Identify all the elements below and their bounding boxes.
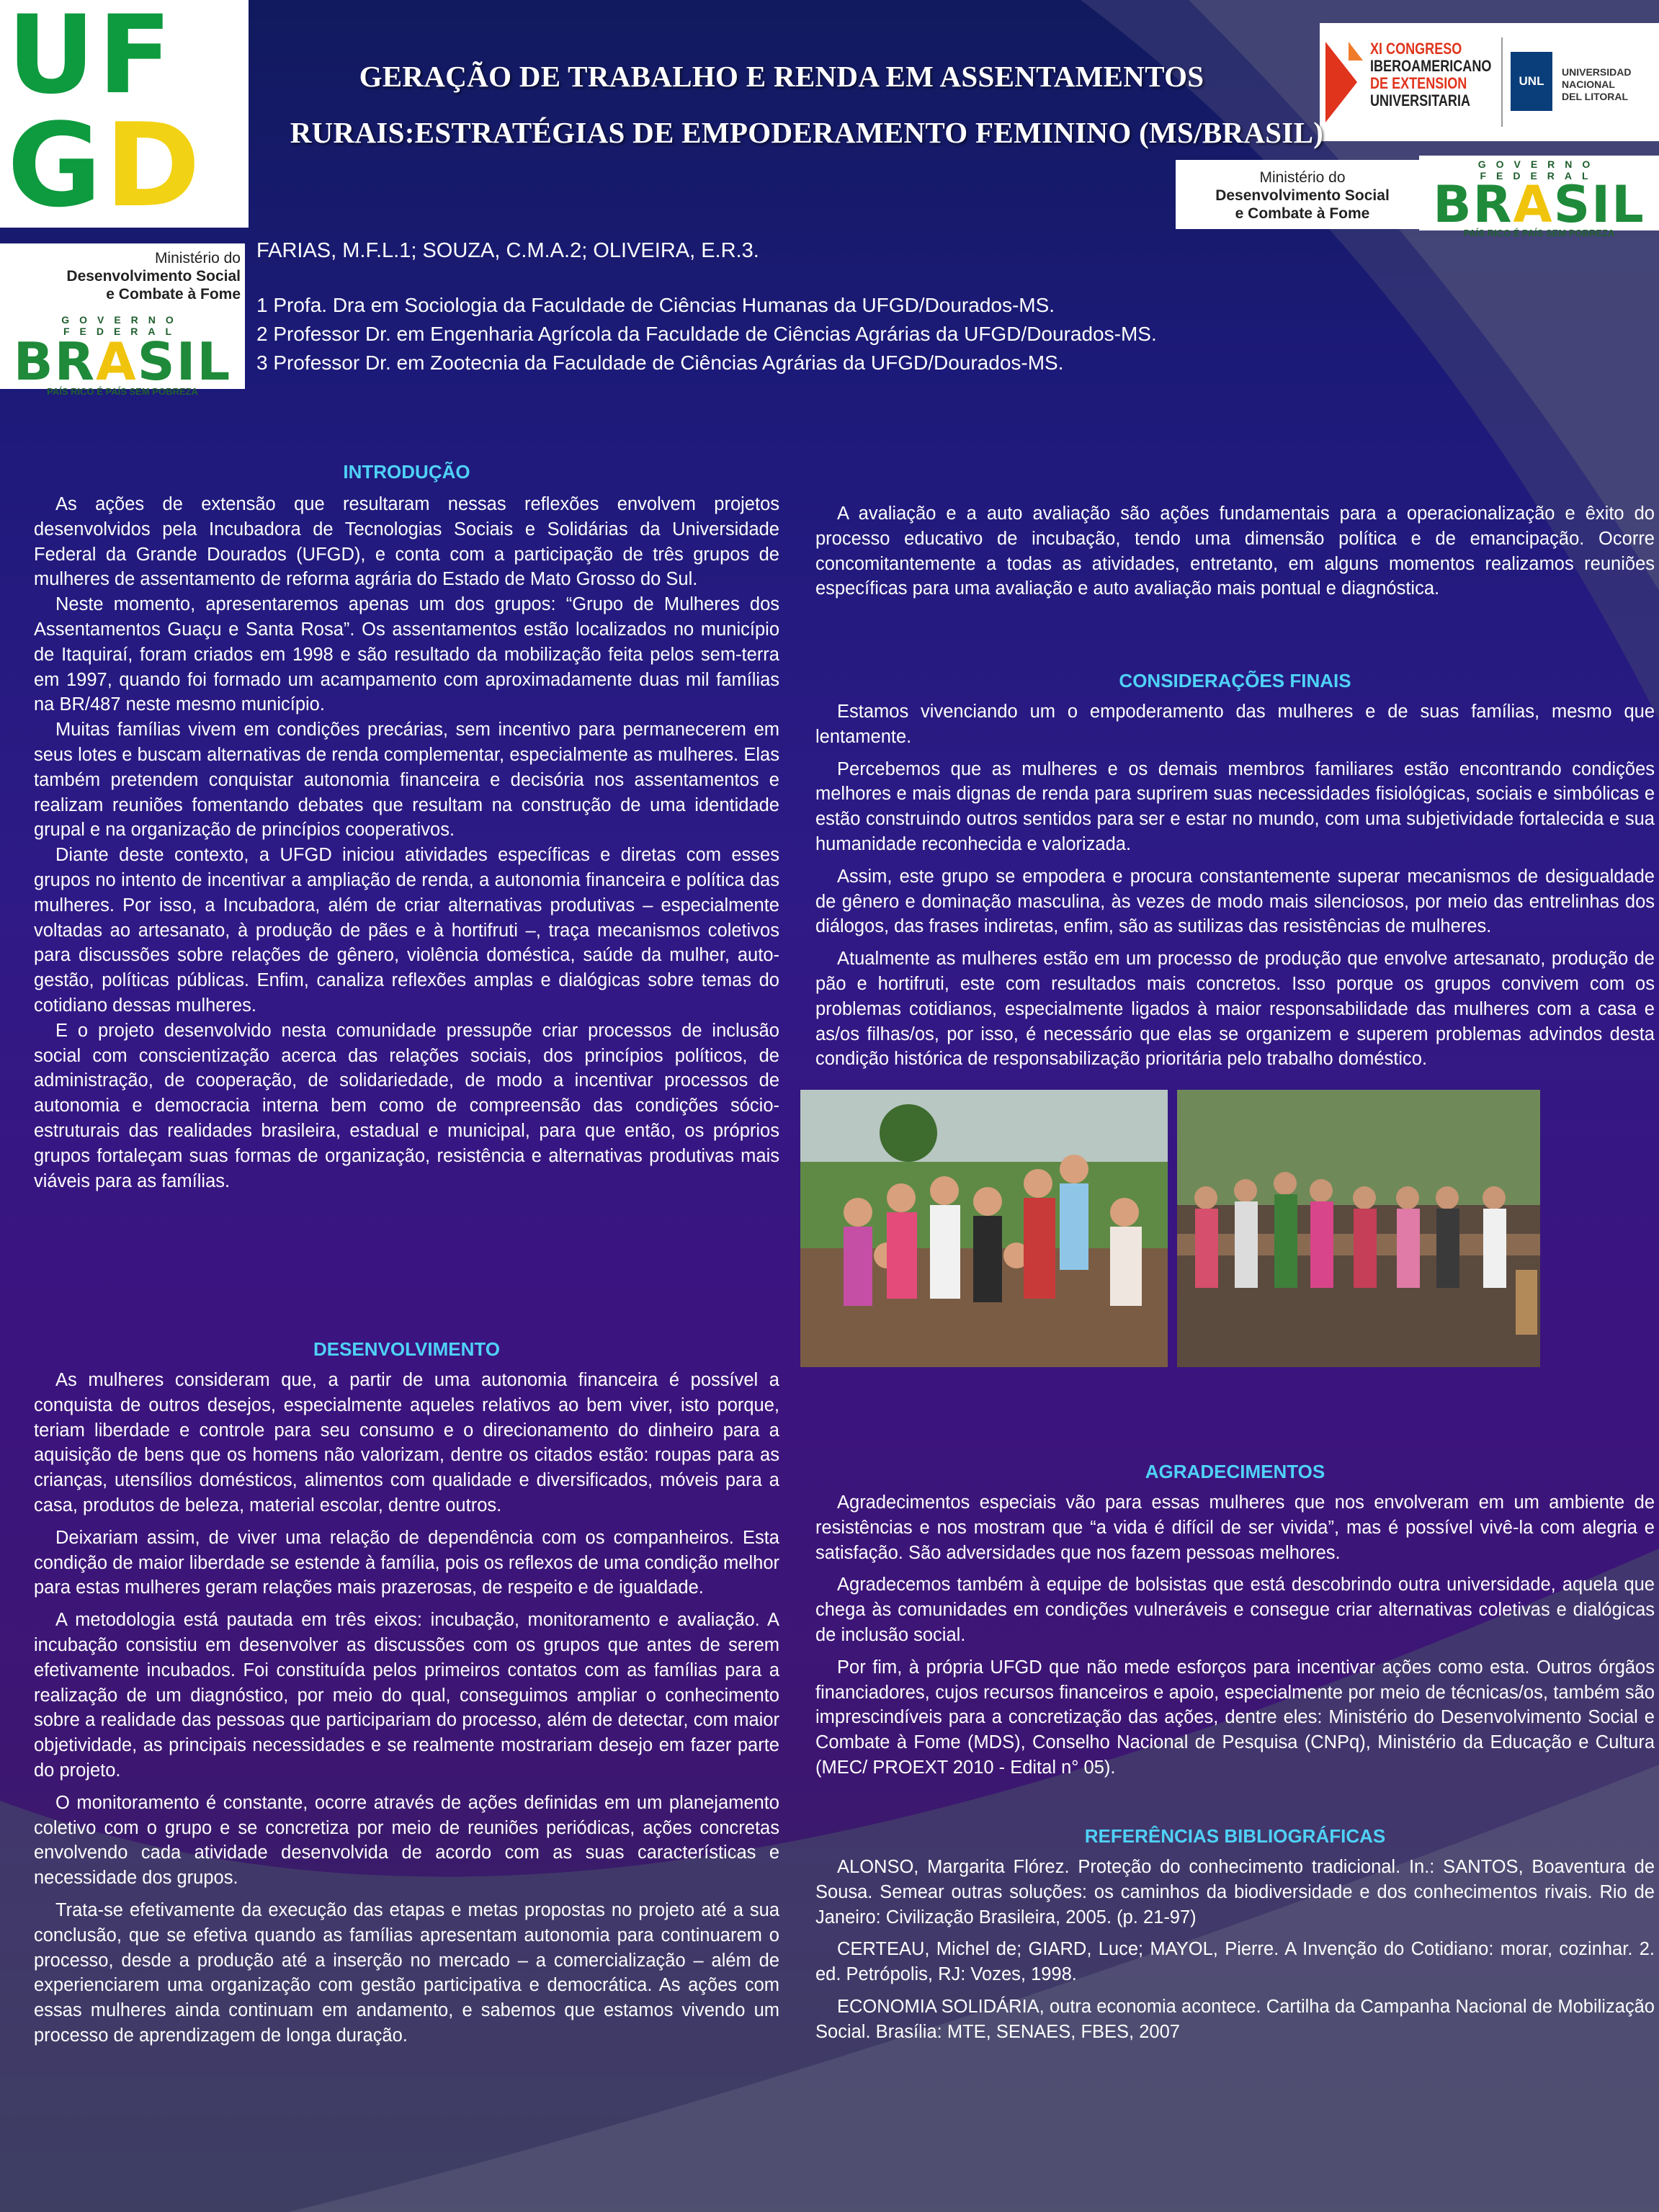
group-photo-1-image [800, 1090, 1168, 1367]
referencias-section [815, 1825, 1655, 2045]
consideracoes-paragraph: Atualmente as mulheres estão em um processo de produção que envolve artesanato, produção de pão e hortifruti, este com resultados mais concretos. Isso porque os grupos convivem com os problemas cotidianos, especialmente ligados à maior responsabilidade das mulheres com a casa e as/os filhas/os, por isso, é necessário que elas se organizem e superem problemas advindos desta condição histórica de responsabilização prioritária pelo trabalho doméstico. [815, 949, 1655, 1070]
desenvolvimento-heading: DESENVOLVIMENTO [313, 1338, 501, 1360]
consideracoes-paragraph: Percebemos que as mulheres e os demais membros familiares estão encontrando condições melhores e mais dignas de renda para suprirem suas necessidades fisiológicas, sociais e simbólicas e estão construindo outros sentidos para ser e estar no mundo, com uma subjetividade fortalecida e sua humanidade reconhecida e valorizada. [815, 758, 1655, 854]
ministerio-line-2: Desenvolvimento Social [66, 268, 241, 285]
logo-divider [1501, 37, 1503, 127]
ufgd-logo-letter-f: F [97, 0, 175, 118]
affiliation-3: 3 Professor Dr. em Zootecnia da Faculdade de Ciências Agrárias da UFGD/Dourados-MS. [256, 351, 1064, 374]
introducao-paragraph: Neste momento, apresentaremos apenas um dos grupos: “Grupo de Mulheres dos Assentamentos Guaçu e Santa Rosa”. Os assentamentos estão localizados no município de Itaquiraí, foram criados em 1998 e são resultado da mobilização feita pelos sem-terra em 1997, quando foi formado um acampamento com aproximadamente duas mil famílias na BR/487 neste mesmo município. [34, 594, 779, 715]
governo-federal-logo-right: GOVERNO FEDERAL BRASIL PAÍS RICO É PAÍS SEM POBREZA [1419, 156, 1659, 230]
agradecimentos-heading: AGRADECIMENTOS [1145, 1461, 1325, 1482]
desenvolvimento-paragraph: A metodologia está pautada em três eixos: incubação, monitoramento e avaliação. A incubação consistiu em desenvolver as discussões com os grupos que antes de serem efetivamente incubados. Foi constituída pelos primeiros contatos com as famílias para a realização de um diagnóstico, por meio do qual, conseguimos ampliar o conhecimento sobre a realidade das pessoas que participariam do processo, além de detectar, com maior objetividade, as principais necessidades e se realmente mostrariam desejo em fazer parte do projeto. [34, 1610, 779, 1781]
congreso-mark-icon [1320, 39, 1364, 125]
introducao-paragraph: Diante deste contexto, a UFGD iniciou atividades específicas e diretas com esses grupos no intento de incentivar a ampliação de renda, a autonomia financeira e política das mulheres. Por isso, a Incubadora, além de criar alternativas produtivas – especialmente voltadas ao artesanato, à produção de pães e à hortifruti –, traça mecanismos coletivos para discussões sobre relações de gênero, violência doméstica, saúde da mulher, auto-gestão, políticas públicas. Enfim, canaliza reflexões amplas e dialógicas sobre temas do cotidiano dessas mulheres. [34, 845, 779, 1016]
poster-title-line-2: RURAIS:ESTRATÉGIAS DE EMPODERAMENTO FEMININO (MS/BRASIL) [290, 116, 1324, 149]
ufgd-logo [0, 0, 249, 233]
introducao-paragraph: Muitas famílias vivem em condições precárias, sem incentivo para permanecerem em seus lotes e buscam alternativas de renda complementar, especialmente as mulheres. Elas também pretendem conquistar autonomia financeira e decisória nos assentamentos e realizam reuniões fomentando debates que resultam na construção de uma identidade grupal e na organização de princípios cooperativos. [34, 720, 779, 841]
introducao-paragraph: As ações de extensão que resultaram nessas reflexões envolvem projetos desenvolvidos pela Incubadora de Tecnologias Sociais e Solidárias da Universidade Federal da Grande Dourados (UFGD), e conta com a participação de três grupos de mulheres de assentamento de reforma agrária do Estado de Mato Grosso do Sul. [34, 494, 779, 590]
group-photo-2-image [1177, 1090, 1540, 1367]
referencia-item: ECONOMIA SOLIDÁRIA, outra economia acontece. Cartilha da Campanha Nacional de Mobilização Social. Brasília: MTE, SENAES, FBES, 2007 [815, 1996, 1655, 2042]
unl-logo: UNL [1511, 52, 1552, 111]
ministerio-logo-left [0, 243, 245, 315]
desenvolvimento-section [34, 1338, 779, 2048]
brasil-tagline: PAÍS RICO É PAÍS SEM POBREZA [47, 386, 198, 397]
desenvolvimento-paragraph: Trata-se efetivamente da execução das etapas e metas propostas no projeto até a sua conclusão, que se efetiva quando as famílias apresentam autonomia para continuarem o processo, desde a produção até a inserção no mercado – a comercialização – além de experienciarem uma organização com gestão participativa e democrática. As ações com essas mulheres ainda continuam em andamento, e sabemos que estamos vivendo um processo de aprendizagem de longa duração. [34, 1899, 779, 2046]
desenvolvimento-paragraph: As mulheres consideram que, a partir de uma autonomia financeira é possível a conquista de outros desejos, especialmente aqueles relativos ao bem viver, isto porque, teriam liberdade e controle para seu consumo e o direcionamento do dinheiro para a aquisição de bens que os homens não valorizam, dentre os citados estão: roupas para as crianças, utensílios domésticos, alimentos com qualidade e diversificados, móveis para a casa, produtos de beleza, material escolar, dentre outros. [34, 1370, 779, 1515]
poster-title-line-1: GERAÇÃO DE TRABALHO E RENDA EM ASSENTAMENTOS [359, 60, 1204, 93]
affiliation-1: 1 Profa. Dra em Sociologia da Faculdade de Ciências Humanas da UFGD/Dourados-MS. [256, 294, 1055, 316]
desenvolvimento-paragraph: Deixariam assim, de viver uma relação de dependência com os companheiros. Esta condição de maior liberdade se estende à família, pois os reflexos de uma condição melhor para estas mulheres geram relações mais prazerosas, de respeito e de igualdade. [34, 1527, 779, 1598]
agradecimentos-paragraph: Por fim, à própria UFGD que não mede esforços para incentivar ações como esta. Outros órgãos financiadores, cujos recursos financeiros e apoio, especialmente por meio de técnicas/os, também são imprescindíveis para a concretização das ações, dentre eles: Ministério do Desenvolvimento Social e Combate à Fome (MDS), Conselho Nacional de Pesquisa (CNPq), Ministério da Educação e Cultura (MEC/ PROEXT 2010 - Edital n° 05). [815, 1657, 1655, 1778]
introducao-paragraph: E o projeto desenvolvido nesta comunidade pressupõe criar processos de inclusão social com conscientização acerca das relações sociais, dos princípios políticos, de administração, de cooperação, de solidariedade, de modo a incentivar processos de autonomia e democracia interna bem como de compreensão das condições sócio-estruturais das realidades brasileira, estadual e municipal, para que então, os próprios grupos fortaleçam suas formas de organização, resistência e alternativas produtivas mais viáveis para as famílias. [34, 1020, 779, 1191]
authors: FARIAS, M.F.L.1; SOUZA, C.M.A.2; OLIVEIRA, E.R.3. [256, 239, 759, 262]
group-photo-1 [800, 1090, 1168, 1367]
introducao-heading: INTRODUÇÃO [343, 461, 470, 483]
congreso-text: XI CONGRESO IBEROAMERICANO DE EXTENSION UNIVERSITARIA [1370, 40, 1492, 109]
unl-name: UNIVERSIDAD NACIONAL DEL LITORAL [1562, 66, 1632, 102]
agradecimentos-section [815, 1461, 1655, 1781]
referencias-heading: REFERÊNCIAS BIBLIOGRÁFICAS [1084, 1825, 1386, 1847]
referencia-item: ALONSO, Margarita Flórez. Proteção do conhecimento tradicional. In.: SANTOS, Boaventura de Sousa. Semear outras soluções: os caminhos da biodiversidade e dos conhecimentos rivais. Rio de Janeiro: Civilização Brasileira, 2005. (p. 21-97) [815, 1857, 1655, 1927]
ufgd-logo-letter-d: D [104, 98, 204, 233]
ministerio-logo-right: Ministério do Desenvolvimento Social e Combate à Fome [1176, 160, 1429, 229]
desenvolvimento-paragraph: O monitoramento é constante, ocorre através de ações definidas em um planejamento coletivo com o grupo e se concretiza por meio de reuniões periódicas, ações concretas envolvendo cada atividade desenvolvida de acordo com as suas características e necessidade dos grupos. [34, 1792, 779, 1889]
brasil-wordmark: BRASIL [13, 331, 232, 392]
referencia-item: CERTEAU, Michel de; GIARD, Luce; MAYOL, Pierre. A Invenção do Cotidiano: morar, cozinhar. 2. ed. Petrópolis, RJ: Vozes, 1998. [815, 1939, 1655, 1985]
ufgd-logo-letter-u: U [7, 0, 98, 118]
ministerio-line-1: Ministério do [154, 250, 241, 267]
agradecimentos-paragraph: Agradecemos também à equipe de bolsistas que está descobrindo outra universidade, aquela que chega às comunidades em condições vulneráveis e consegue criar alternativas coletivas e dialógicas de inclusão social. [815, 1575, 1655, 1645]
avaliacao-section [815, 501, 1655, 601]
avaliacao-paragraph: A avaliação e a auto avaliação são ações fundamentais para a operacionalização e êxito do processo educativo de incubação, tendo uma dimensão política e de emancipação. Ocorre concomitantemente a todas as atividades, entretanto, em alguns momentos realizamos reuniões específicas para uma avaliação e auto avaliação mais pontual e diagnóstica. [815, 503, 1655, 599]
group-photo-2 [1177, 1090, 1540, 1367]
consideracoes-paragraph: Estamos vivenciando um o empoderamento das mulheres e de suas famílias, mesmo que lentamente. [815, 702, 1655, 747]
consideracoes-heading: CONSIDERAÇÕES FINAIS [1119, 670, 1351, 691]
governo-federal-logo-left [0, 311, 245, 397]
congreso-extension-logo [1320, 23, 1659, 141]
introducao-section [34, 461, 779, 1194]
ministerio-line-3: e Combate à Fome [106, 286, 241, 303]
consideracoes-paragraph: Assim, este grupo se empodera e procura constantemente superar mecanismos de desigualdade de gênero e dominação masculina, às vezes de modo mais silenciosos, por meio das entrelinhas dos diálogos, das frases indiretas, enfim, são as sutilizas das resistências de mulheres. [815, 866, 1655, 937]
agradecimentos-paragraph: Agradecimentos especiais vão para essas mulheres que nos envolveram em um ambiente de resistências e nos mostram que “a vida é difícil de ser vivida”, mas é possível vivê-la com alegria e satisfação. São adversidades que nos fazem pessoas melhores. [815, 1492, 1655, 1563]
governo-federal-label: GOVERNO FEDERAL [61, 314, 184, 337]
ufgd-logo-letter-g: G [7, 98, 105, 233]
affiliation-2: 2 Professor Dr. em Engenharia Agrícola da Faculdade de Ciências Agrárias da UFGD/Dourados-MS. [256, 323, 1157, 345]
